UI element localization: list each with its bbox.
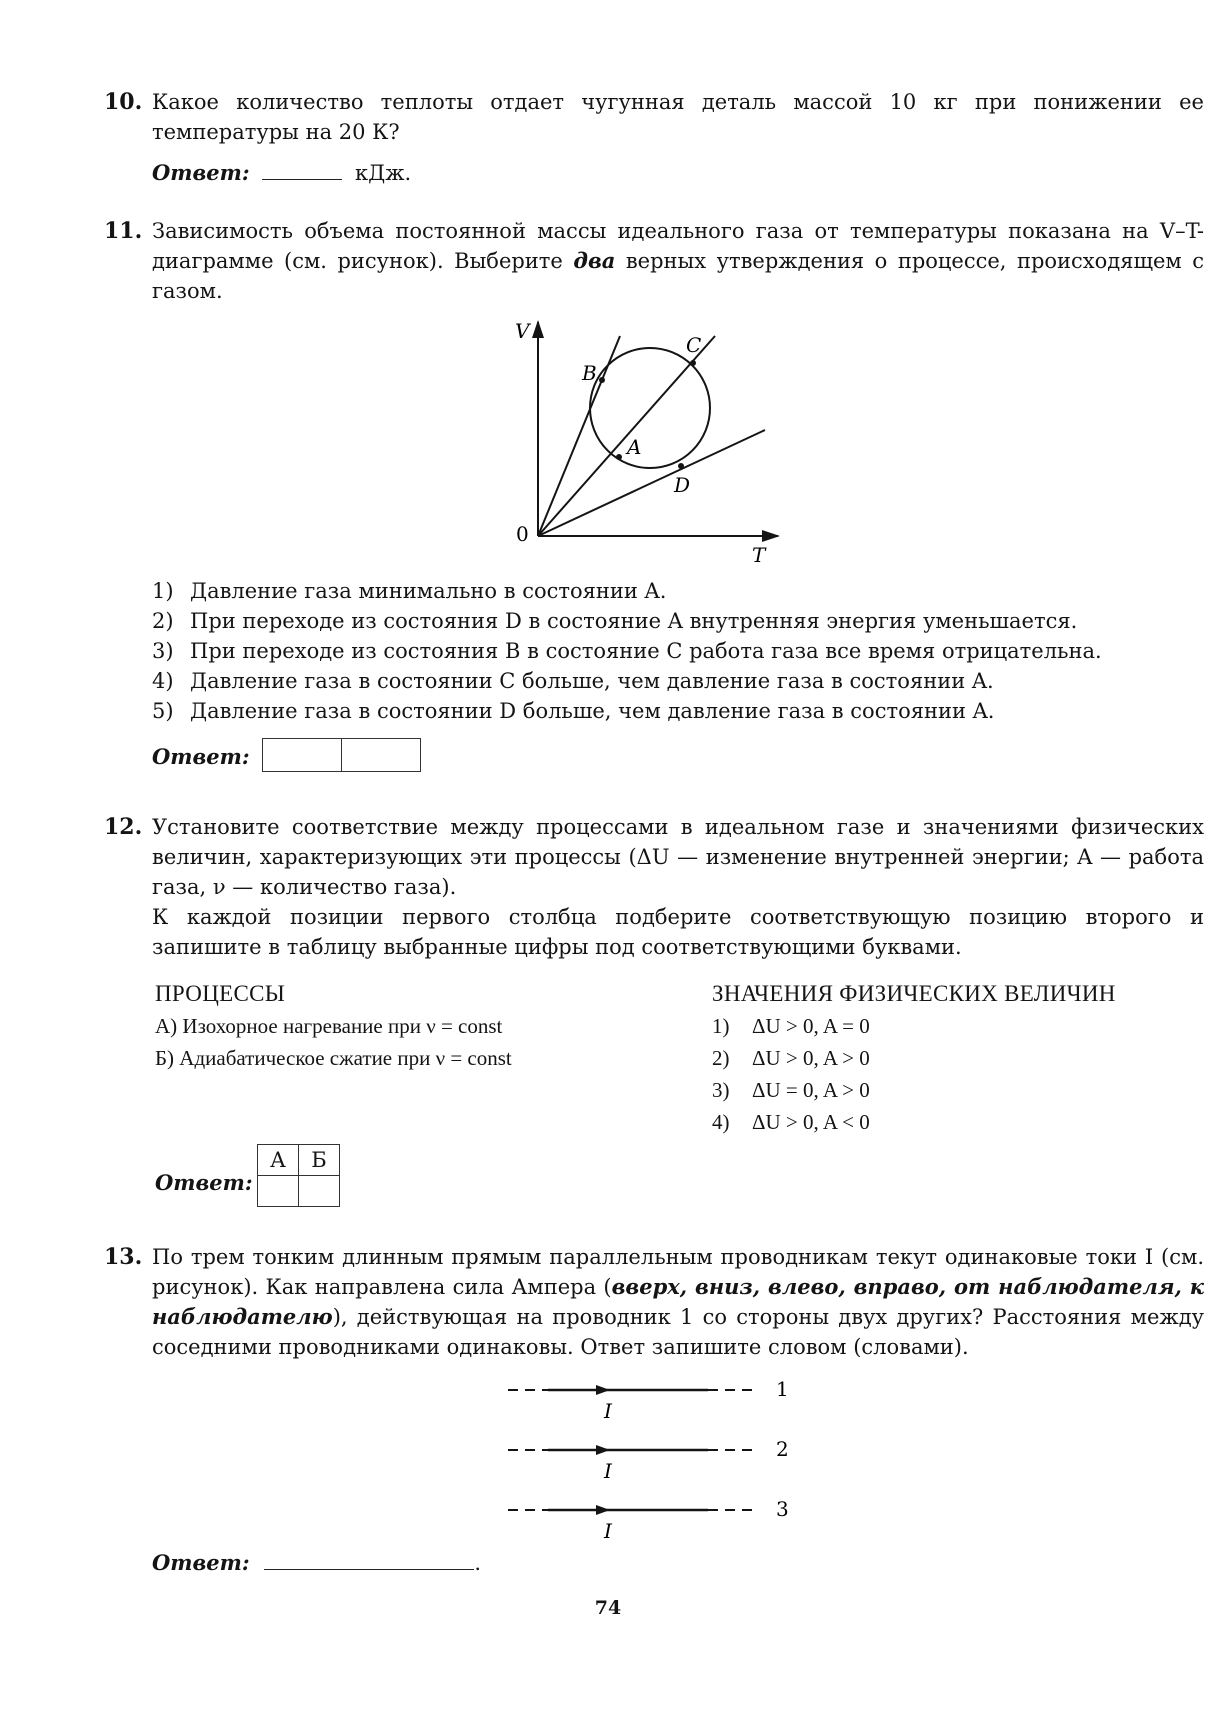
vt-diagram (490, 310, 800, 570)
answer-cell[interactable] (342, 738, 421, 772)
process-item: Б) Адиабатическое сжатие при ν = const (155, 1046, 512, 1070)
page-number: 74 (594, 1597, 622, 1619)
question-11 (104, 216, 1204, 316)
answer-cell[interactable] (262, 738, 342, 772)
option-item: 1) Давление газа минимально в состоянии A. (152, 579, 667, 603)
question-text: Установите соответствие между процессами в идеальном газе и значениями физических величин, характеризующих эти процессы (ΔU — изменение внутренней энергии; A — работа газа, ν — количество газа). К каждой позиции первого столбца подберите соответствующую позицию второго и запишите в таблицу выбранные цифры под соответствующими буквами. (152, 815, 1204, 959)
option-item: 4) Давление газа в состоянии C больше, чем давление газа в состоянии A. (152, 669, 994, 693)
question-text: По трем тонким длинным прямым параллельным проводникам текут одинаковые токи I (см. рисунок). Как направлена сила Ампера (вверх, вниз, влево, вправо, от наблюдателя, к наблюдателю), действующая на проводник 1 со стороны двух других? Расстояния между соседними проводниками одинаковы. Ответ запишите словом (словами). (152, 1245, 1204, 1359)
answer-period: . (474, 1551, 482, 1575)
wires-diagram (498, 1372, 798, 1552)
value-item: 2) ΔU > 0, A > 0 (712, 1046, 870, 1070)
point-a (616, 454, 622, 460)
point-c (690, 360, 696, 366)
process-item: А) Изохорное нагревание при ν = const (155, 1014, 503, 1038)
point-b-label: B (582, 361, 597, 385)
answer-12-table (257, 1144, 340, 1207)
wire-label: 3 (776, 1497, 789, 1521)
answer-label: Ответ: (152, 160, 250, 185)
current-label: I (604, 1519, 612, 1543)
option-item: 5) Давление газа в состоянии D больше, чем давление газа в состоянии A. (152, 699, 995, 723)
answer-13 (152, 1550, 481, 1575)
current-arrow-icon (596, 1445, 610, 1455)
option-item: 2) При переходе из состояния D в состояние A внутренняя энергия уменьшается. (152, 609, 1078, 633)
wire-1 (508, 1377, 789, 1423)
point-c-label: C (686, 333, 702, 357)
origin-label: 0 (516, 522, 529, 546)
question-number: 13. (104, 1244, 143, 1270)
wire-3 (508, 1497, 789, 1543)
question-12 (104, 812, 1204, 992)
option-item: 3) При переходе из состояния B в состояние C работа газа все время отрицательна. (152, 639, 1102, 663)
answer-blank[interactable] (262, 179, 342, 180)
point-a-label: A (627, 435, 642, 459)
value-item: 3) ΔU = 0, A > 0 (712, 1078, 870, 1102)
question-number: 10. (104, 89, 143, 115)
point-d (678, 463, 684, 469)
processes-heading: ПРОЦЕССЫ (155, 981, 286, 1006)
answer-11 (152, 744, 250, 769)
processes-column (155, 978, 512, 1074)
current-arrow-icon (596, 1385, 610, 1395)
answer-cell-a[interactable] (258, 1176, 299, 1207)
answer-11-boxes[interactable] (262, 738, 421, 772)
wire-label: 2 (776, 1437, 789, 1461)
column-b-header: Б (299, 1145, 340, 1176)
value-item: 4) ΔU > 0, A < 0 (712, 1110, 870, 1134)
answer-12 (155, 1170, 253, 1195)
current-arrow-icon (596, 1505, 610, 1515)
answer-cell-b[interactable] (299, 1176, 340, 1207)
v-axis-label: V (515, 319, 530, 343)
isobar-line-d (538, 430, 765, 536)
point-d-label: D (674, 473, 691, 497)
t-axis-label: T (752, 543, 766, 567)
answer-label: Ответ: (155, 1170, 253, 1195)
question-number: 11. (104, 218, 143, 244)
answer-blank[interactable] (264, 1569, 474, 1570)
current-label: I (604, 1399, 612, 1423)
answer-unit: кДж. (355, 161, 412, 185)
value-item: 1) ΔU > 0, A = 0 (712, 1014, 870, 1038)
isobar-line-b (538, 336, 620, 536)
answer-10 (152, 160, 411, 185)
question-13 (104, 1242, 1204, 1372)
column-a-header: А (258, 1145, 299, 1176)
current-label: I (604, 1459, 612, 1483)
question-number: 12. (104, 814, 143, 840)
q11-options (152, 576, 1102, 726)
point-b (599, 377, 605, 383)
values-heading: ЗНАЧЕНИЯ ФИЗИЧЕСКИХ ВЕЛИЧИН (712, 981, 1116, 1006)
question-text: Зависимость объема постоянной массы идеального газа от температуры показана на V–T-диаграмме (см. рисунок). Выберите два верных утверждения о процессе, происходящем с газом. (152, 219, 1204, 303)
wire-2 (508, 1437, 789, 1483)
values-column (712, 978, 1116, 1138)
question-text: Какое количество теплоты отдает чугунная деталь массой 10 кг при понижении ее температуры на 20 К? (152, 90, 1204, 144)
answer-label: Ответ: (152, 1550, 250, 1575)
answer-label: Ответ: (152, 744, 250, 769)
wire-label: 1 (776, 1377, 789, 1401)
